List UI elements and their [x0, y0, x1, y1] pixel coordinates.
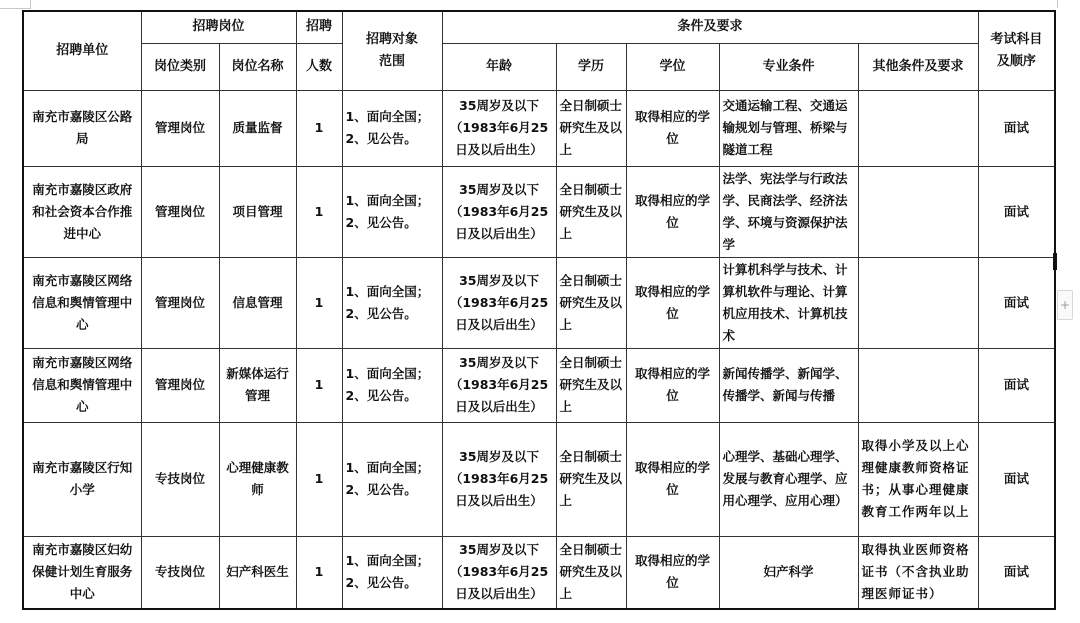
age-line1: 35周岁及以下 [459, 272, 539, 288]
target-line2: 2、见公告。 [345, 305, 417, 321]
age-line2: （1983年6月25 [449, 564, 549, 580]
age-line2: （1983年6月25 [449, 294, 549, 310]
age-line2: （1983年6月25 [449, 377, 549, 392]
header-row-2 [23, 43, 1055, 90]
age-line1: 35周岁及以下 [459, 181, 539, 197]
header-other: 其他条件及要求 [858, 43, 978, 90]
age-line2: （1983年6月25 [449, 471, 549, 486]
cell-education: 全日制硕士研究生及以上 [556, 166, 626, 257]
target-line1: 1、面向全国； [345, 283, 430, 299]
header-row-1 [23, 11, 1055, 43]
cell-exam: 面试 [978, 90, 1055, 166]
header-target-line1: 招聘对象 [366, 31, 419, 47]
cell-degree: 取得相应的学位 [626, 348, 719, 422]
table-row [23, 348, 1055, 422]
cell-unit: 南充市嘉陵区妇幼保健计划生育服务中心 [23, 536, 141, 609]
target-line1: 1、面向全国； [345, 109, 430, 124]
cell-headcount: 1 [296, 166, 342, 257]
age-line3: 日及以后出生） [455, 586, 543, 602]
header-education: 学历 [556, 43, 626, 90]
age-line3: 日及以后出生） [455, 316, 543, 332]
header-position-type: 岗位类别 [141, 43, 219, 90]
cell-position-name: 心理健康教师 [219, 422, 296, 536]
cell-headcount: 1 [296, 348, 342, 422]
cell-exam: 面试 [978, 166, 1055, 257]
recruitment-table [22, 10, 1056, 610]
age-line1: 35周岁及以下 [459, 98, 539, 113]
cell-other [858, 348, 978, 422]
cell-target-range [342, 348, 442, 422]
cell-age [442, 257, 556, 348]
cell-target-range [342, 536, 442, 609]
target-line2: 2、见公告。 [345, 388, 417, 403]
plus-icon: + [1059, 298, 1071, 312]
cell-position-name: 新媒体运行管理 [219, 348, 296, 422]
cell-major: 计算机科学与技术、计算机软件与理论、计算机应用技术、计算机技术 [719, 257, 858, 348]
header-exam-line1: 考试科目 [990, 31, 1043, 47]
header-unit: 招聘单位 [23, 11, 141, 90]
cell-position-type: 专技岗位 [141, 422, 219, 536]
header-age: 年龄 [442, 43, 556, 90]
cell-unit: 南充市嘉陵区网络信息和舆情管理中心 [23, 348, 141, 422]
header-exam [978, 11, 1055, 90]
cell-position-name: 妇产科医生 [219, 536, 296, 609]
cell-unit: 南充市嘉陵区网络信息和舆情管理中心 [23, 257, 141, 348]
cell-degree: 取得相应的学位 [626, 422, 719, 536]
cell-headcount: 1 [296, 90, 342, 166]
age-line3: 日及以后出生） [455, 399, 543, 414]
cell-unit: 南充市嘉陵区政府和社会资本合作推进中心 [23, 166, 141, 257]
cell-exam: 面试 [978, 422, 1055, 536]
cell-target-range [342, 166, 442, 257]
age-line3: 日及以后出生） [455, 225, 543, 241]
cell-age [442, 536, 556, 609]
cell-unit: 南充市嘉陵区公路局 [23, 90, 141, 166]
age-line3: 日及以后出生） [455, 142, 543, 157]
cell-major: 心理学、基础心理学、发展与教育心理学、应用心理学、应用心理） [719, 422, 858, 536]
cell-major: 法学、宪法学与行政法学、民商法学、经济法学、环境与资源保护法学 [719, 166, 858, 257]
add-row-button[interactable] [1057, 290, 1073, 320]
table-row [23, 536, 1055, 609]
cell-education: 全日制硕士研究生及以上 [556, 536, 626, 609]
cell-target-range [342, 422, 442, 536]
cell-education: 全日制硕士研究生及以上 [556, 348, 626, 422]
cell-position-name: 项目管理 [219, 166, 296, 257]
cell-major: 新闻传播学、新闻学、传播学、新闻与传播 [719, 348, 858, 422]
cell-degree: 取得相应的学位 [626, 257, 719, 348]
cell-other [858, 166, 978, 257]
cell-major: 交通运输工程、交通运输规划与管理、桥梁与隧道工程 [719, 90, 858, 166]
header-position-name: 岗位名称 [219, 43, 296, 90]
cell-degree: 取得相应的学位 [626, 90, 719, 166]
target-line1: 1、面向全国； [345, 460, 430, 475]
target-line1: 1、面向全国； [345, 553, 430, 569]
cell-unit: 南充市嘉陵区行知小学 [23, 422, 141, 536]
age-line2: （1983年6月25 [449, 203, 549, 219]
target-line2: 2、见公告。 [345, 575, 417, 591]
cell-age [442, 348, 556, 422]
header-degree: 学位 [626, 43, 719, 90]
age-line1: 35周岁及以下 [459, 355, 539, 370]
age-line1: 35周岁及以下 [459, 449, 539, 464]
header-major: 专业条件 [719, 43, 858, 90]
cell-other: 取得执业医师资格证书（不含执业助理医师证书） [858, 536, 978, 609]
cell-other [858, 90, 978, 166]
header-target-line2: 范围 [379, 53, 406, 69]
header-exam-line2: 及顺序 [996, 53, 1036, 69]
cell-headcount: 1 [296, 422, 342, 536]
cell-exam: 面试 [978, 348, 1055, 422]
target-line2: 2、见公告。 [345, 482, 417, 497]
cell-major: 妇产科学 [719, 536, 858, 609]
cell-position-type: 管理岗位 [141, 90, 219, 166]
cell-target-range [342, 257, 442, 348]
header-headcount-top: 招聘 [296, 11, 342, 43]
age-line2: （1983年6月25 [449, 120, 549, 135]
header-headcount-bottom: 人数 [296, 43, 342, 90]
cell-position-name: 质量监督 [219, 90, 296, 166]
row-resize-handle[interactable] [1053, 253, 1057, 270]
table-row [23, 166, 1055, 257]
page-corner-mark-top-left [0, 0, 31, 9]
cell-degree: 取得相应的学位 [626, 536, 719, 609]
cell-age [442, 422, 556, 536]
header-conditions-group: 条件及要求 [442, 11, 978, 43]
cell-position-type: 管理岗位 [141, 348, 219, 422]
cell-exam: 面试 [978, 257, 1055, 348]
cell-headcount: 1 [296, 536, 342, 609]
cell-exam: 面试 [978, 536, 1055, 609]
cell-position-type: 管理岗位 [141, 166, 219, 257]
header-position-group: 招聘岗位 [141, 11, 296, 43]
cell-age [442, 166, 556, 257]
target-line2: 2、见公告。 [345, 214, 417, 230]
cell-headcount: 1 [296, 257, 342, 348]
target-line2: 2、见公告。 [345, 131, 417, 146]
header-target-range [342, 11, 442, 90]
target-line1: 1、面向全国； [345, 192, 430, 208]
cell-position-type: 管理岗位 [141, 257, 219, 348]
cell-education: 全日制硕士研究生及以上 [556, 90, 626, 166]
target-line1: 1、面向全国； [345, 366, 430, 381]
cell-target-range [342, 90, 442, 166]
cell-other: 取得小学及以上心理健康教师资格证书；从事心理健康教育工作两年以上 [858, 422, 978, 536]
age-line3: 日及以后出生） [455, 493, 543, 508]
cell-degree: 取得相应的学位 [626, 166, 719, 257]
cell-education: 全日制硕士研究生及以上 [556, 257, 626, 348]
table-row [23, 422, 1055, 536]
cell-other [858, 257, 978, 348]
cell-education: 全日制硕士研究生及以上 [556, 422, 626, 536]
table-row [23, 257, 1055, 348]
cell-age [442, 90, 556, 166]
cell-position-name: 信息管理 [219, 257, 296, 348]
table-row [23, 90, 1055, 166]
age-line1: 35周岁及以下 [459, 542, 539, 558]
cell-position-type: 专技岗位 [141, 536, 219, 609]
page-corner-mark-top-right [1057, 0, 1058, 8]
